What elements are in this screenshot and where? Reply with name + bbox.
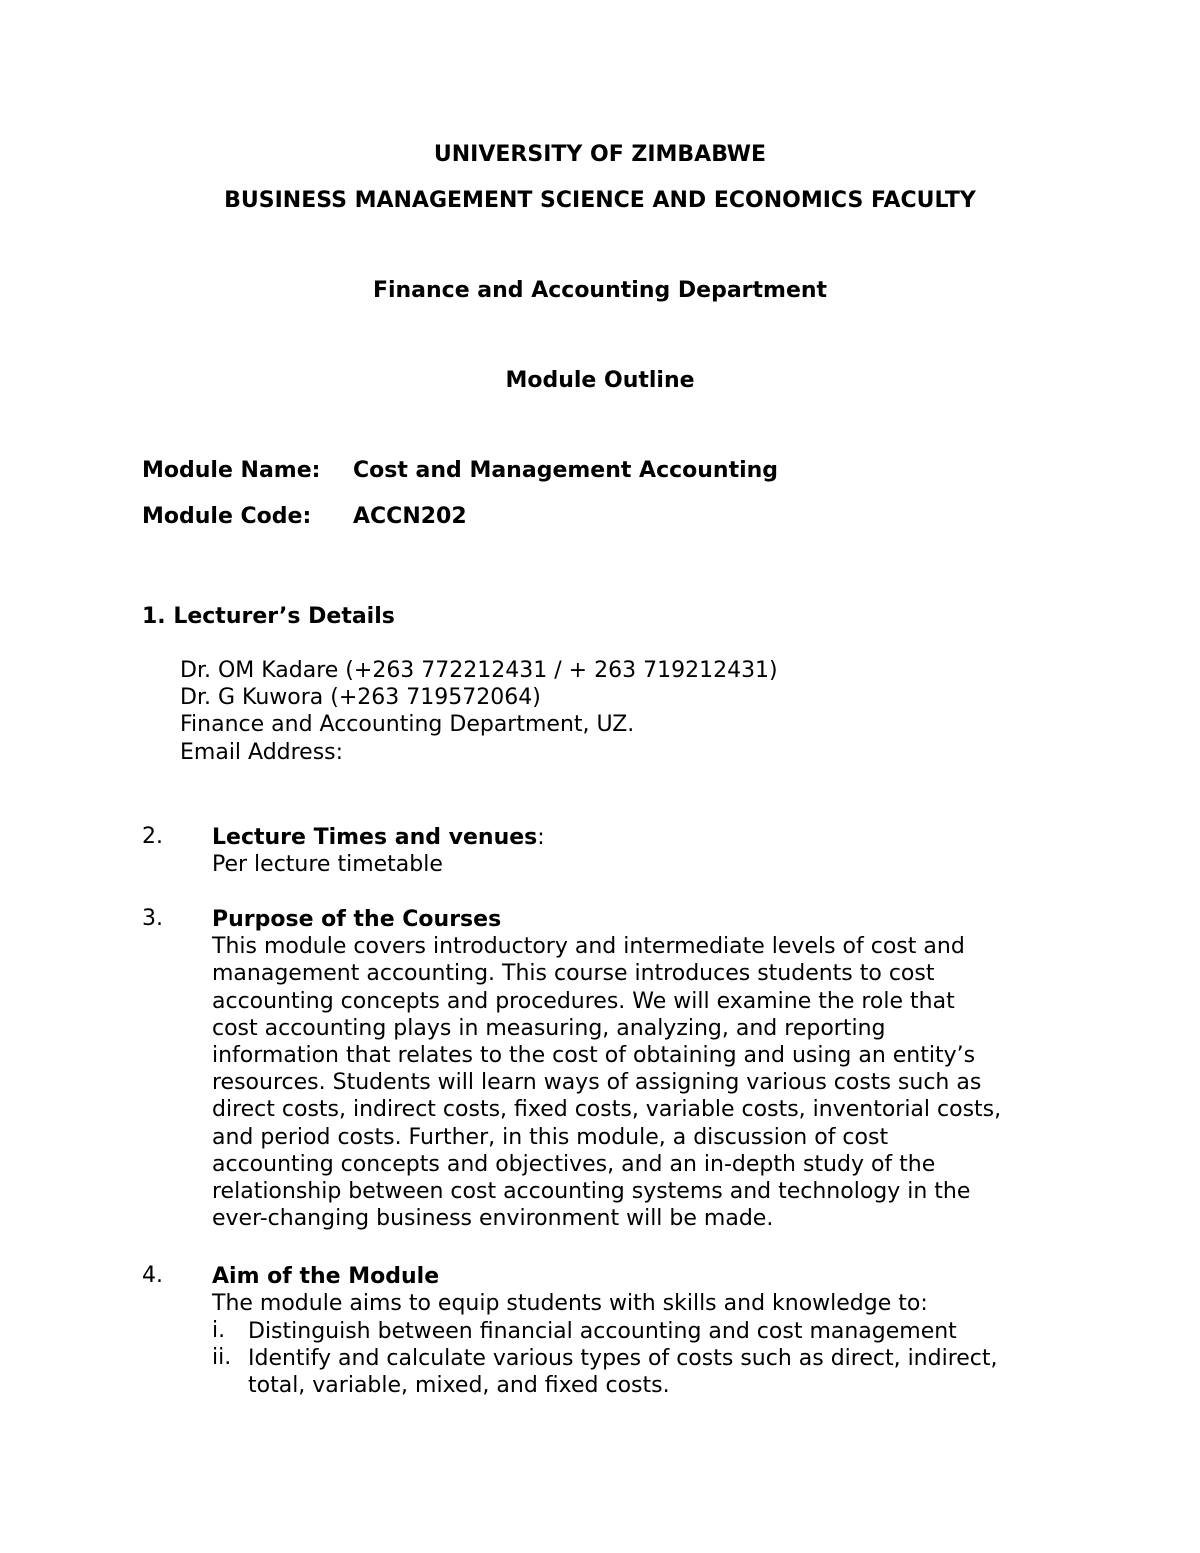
aim-item-line: Distinguish between financial accounting and cost management xyxy=(248,1319,957,1344)
module-name-label: Module Name: xyxy=(142,458,321,483)
purpose-line: relationship between cost accounting systems and technology in the xyxy=(212,1178,971,1204)
purpose-line: direct costs, indirect costs, fixed costs, variable costs, inventorial costs, xyxy=(212,1097,1002,1123)
lecturer-details-heading: 1. Lecturer’s Details xyxy=(142,604,395,629)
lecturer-line: Finance and Accounting Department, UZ. xyxy=(180,712,635,738)
section-number: 3. xyxy=(142,906,163,931)
module-name-value: Cost and Management Accounting xyxy=(353,458,779,483)
purpose-line: information that relates to the cost of obtaining and using an entity’s xyxy=(212,1042,976,1068)
purpose-heading: Purpose of the Courses xyxy=(212,907,502,932)
purpose-line: accounting concepts and procedures. We will examine the role that xyxy=(212,988,955,1014)
lecture-times-section xyxy=(212,824,545,878)
heading-colon: : xyxy=(537,825,545,850)
purpose-line: ever-changing business environment will be made. xyxy=(212,1206,774,1232)
aim-heading: Aim of the Module xyxy=(212,1264,440,1289)
purpose-section xyxy=(212,906,1001,1232)
document-title: Module Outline xyxy=(505,368,695,393)
purpose-line: cost accounting plays in measuring, analyzing, and reporting xyxy=(212,1015,886,1041)
section-number: 4. xyxy=(142,1263,163,1288)
aim-section xyxy=(212,1263,928,1317)
module-code-value: ACCN202 xyxy=(353,504,467,529)
purpose-line: accounting concepts and objectives, and an in-depth study of the xyxy=(212,1151,936,1177)
aim-intro: The module aims to equip students with skills and knowledge to: xyxy=(212,1291,928,1317)
lecturer-line: Dr. G Kuwora (+263 719572064) xyxy=(180,685,541,711)
purpose-line: and period costs. Further, in this module, a discussion of cost xyxy=(212,1124,889,1150)
list-marker: ii. xyxy=(212,1345,232,1371)
module-code-label: Module Code: xyxy=(142,504,312,529)
lecturer-details-block xyxy=(180,657,778,766)
aim-item-line: Identify and calculate various types of costs such as direct, indirect, xyxy=(248,1346,998,1372)
purpose-line: management accounting. This course introduces students to cost xyxy=(212,961,935,987)
section-number: 2. xyxy=(142,824,163,849)
department-name: Finance and Accounting Department xyxy=(372,278,828,303)
lecture-times-text: Per lecture timetable xyxy=(212,852,443,878)
purpose-line: resources. Students will learn ways of assigning various costs such as xyxy=(212,1070,982,1096)
university-name: UNIVERSITY OF ZIMBABWE xyxy=(433,142,767,167)
purpose-line: This module covers introductory and intermediate levels of cost and xyxy=(212,934,965,960)
aim-item-line: total, variable, mixed, and fixed costs. xyxy=(248,1373,670,1399)
lecturer-line: Dr. OM Kadare (+263 772212431 / + 263 719212431) xyxy=(180,658,778,683)
lecture-times-heading: Lecture Times and venues xyxy=(212,825,538,850)
list-marker: i. xyxy=(212,1318,226,1343)
faculty-name: BUSINESS MANAGEMENT SCIENCE AND ECONOMICS FACULTY xyxy=(224,188,976,213)
lecturer-line: Email Address: xyxy=(180,739,344,765)
